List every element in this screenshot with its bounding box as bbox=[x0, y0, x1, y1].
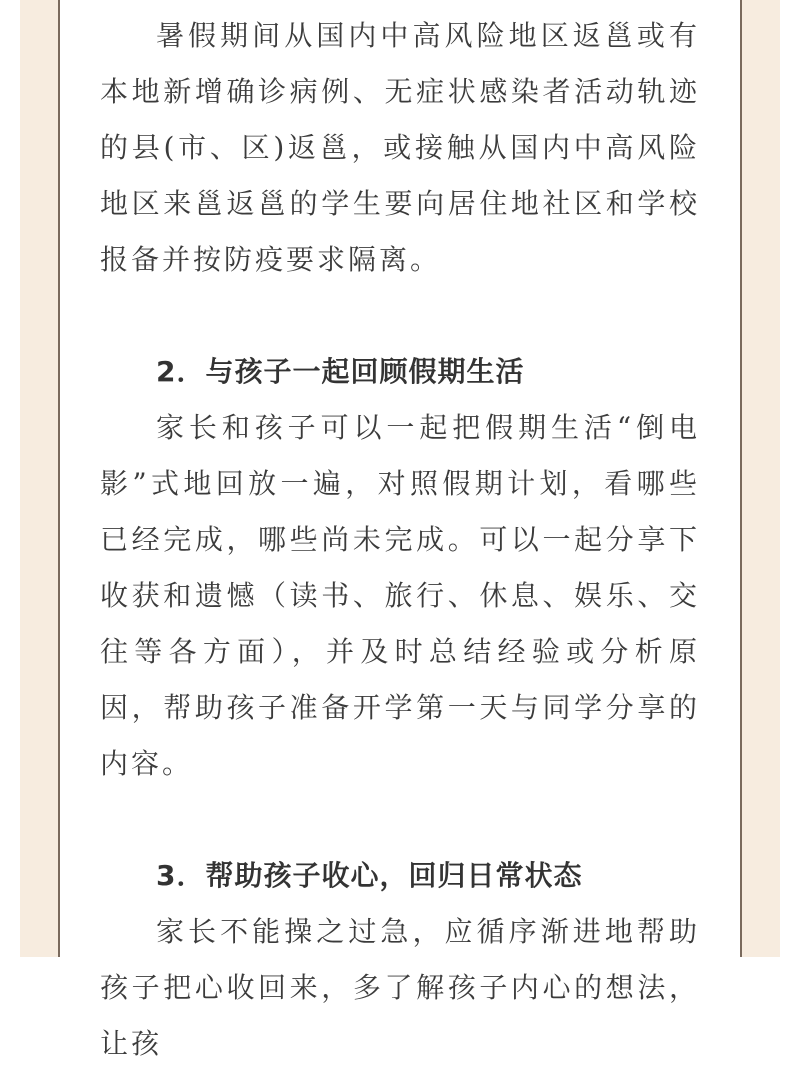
paragraph-restore-routine: 家长不能操之过急，应循序渐进地帮助孩子把心收回来，多了解孩子内心的想法，让孩 bbox=[100, 915, 700, 1060]
article-content bbox=[100, 8, 700, 1072]
section-heading-restore-routine: 3．帮助孩子收心，回归日常状态 bbox=[156, 859, 583, 892]
paragraph-spacer bbox=[100, 792, 700, 848]
paragraph-return-report: 暑假期间从国内中高风险地区返邕或有本地新增确诊病例、无症状感染者活动轨迹的县(市、区)返邕，或接触从国内中高风险地区来邕返邕的学生要向居住地社区和学校报备并按防疫要求隔离。 bbox=[100, 19, 700, 276]
paragraph-spacer bbox=[100, 288, 700, 344]
section-heading-review-vacation: 2．与孩子一起回顾假期生活 bbox=[156, 355, 525, 388]
paragraph-review-vacation: 家长和孩子可以一起把假期生活“倒电影”式地回放一遍，对照假期计划，看哪些已经完成，哪些尚未完成。可以一起分享下收获和遗憾（读书、旅行、休息、娱乐、交往等各方面），并及时总结经验或分析原因，帮助孩子准备开学第一天与同学分享的内容。 bbox=[100, 411, 700, 780]
right-decorative-frame bbox=[742, 0, 780, 957]
left-decorative-frame bbox=[20, 0, 58, 957]
